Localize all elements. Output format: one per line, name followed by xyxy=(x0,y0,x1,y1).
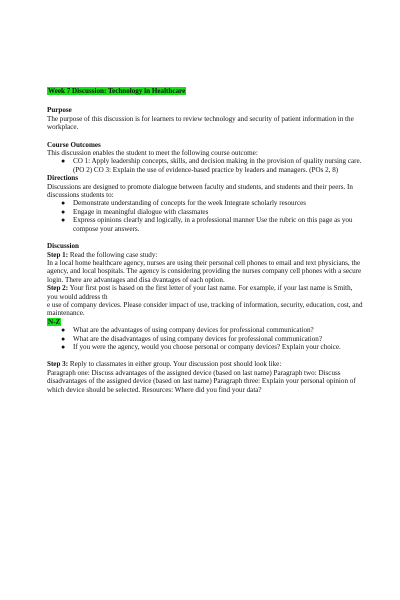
list-item-text: Engage in meaningful dialogue with classmates xyxy=(73,207,209,216)
step3-paragraph xyxy=(47,360,363,368)
step1-text: Read the following case study: xyxy=(68,250,158,259)
bullet-icon: ● xyxy=(61,207,66,216)
spacer xyxy=(47,132,363,141)
outcomes-list xyxy=(47,157,363,174)
bullet-icon: ● xyxy=(61,334,66,343)
bullet-icon: ● xyxy=(61,326,66,335)
step1-label: Step 1: xyxy=(47,250,69,259)
bullet-icon: ● xyxy=(61,342,66,351)
outcomes-heading: Course Outcomes xyxy=(47,140,101,149)
list-item xyxy=(47,157,363,174)
discussion-heading: Discussion xyxy=(47,242,79,251)
step2-continuation: e use of company devices. Please consider impact of use, tracking of information, security, education, cost, and maintenance. xyxy=(47,300,363,318)
list-item xyxy=(47,208,363,216)
spacer xyxy=(47,351,363,360)
step2-paragraph xyxy=(47,284,363,301)
purpose-heading: Purpose xyxy=(47,106,72,115)
bullet-icon: ● xyxy=(61,216,66,225)
step3-text: Reply to classmates in either group. Your discussion post should look like: xyxy=(68,360,282,369)
list-item-text: Express opinions clearly and logically, in a professional manner Use the rubric on this page as you compose your answers. xyxy=(73,216,353,233)
directions-intro: Discussions are designed to promote dialogue between faculty and students, and students and their peers. In discussions students to: xyxy=(47,182,353,200)
list-item-text: If you were the agency, would you choose personal or company devices? Explain your choice. xyxy=(73,342,341,351)
step3-label: Step 3: xyxy=(47,360,69,369)
list-item xyxy=(47,335,363,343)
step3-instructions: Paragraph one: Discuss advantages of the assigned device (based on last name) Paragraph two: Discuss disadvantages of the assigned device (based on last name) Paragraph three: Explain your personal opinion of which device should be selected. Resources: Where did you find your data? xyxy=(47,368,356,394)
document-title: Week 7 Discussion: Technology in Healthcare xyxy=(48,87,186,95)
directions-list xyxy=(47,199,363,233)
outcomes-intro: This discussion enables the student to meet the following course outcome: xyxy=(47,149,258,158)
directions-heading: Directions xyxy=(47,174,78,183)
nz-question-list xyxy=(47,326,363,351)
purpose-text: The purpose of this discussion is for learners to review technology and security of patient information in the workplace. xyxy=(47,114,354,132)
list-item xyxy=(47,326,363,334)
list-item xyxy=(47,216,363,233)
list-item xyxy=(47,343,363,351)
step2-text: Your first post is based on the first letter of your last name. For example, if your last name is Smith, you would address th xyxy=(47,284,353,301)
list-item-text: Demonstrate understanding of concepts for the week Integrate scholarly resources xyxy=(73,199,307,208)
document-content xyxy=(47,87,363,394)
list-item xyxy=(47,199,363,207)
spacer xyxy=(47,233,363,242)
bullet-icon: ● xyxy=(61,199,66,208)
step2-label: Step 2: xyxy=(47,284,69,293)
list-item-text: What are the disadvantages of using company devices for professional communication? xyxy=(73,334,322,343)
bullet-icon: ● xyxy=(61,157,66,166)
list-item-text: What are the advantages of using company devices for professional communication? xyxy=(73,326,314,335)
group-nz-label: N-Z xyxy=(48,317,61,326)
case-study-text: In a local home healthcare agency, nurses are using their personal cell phones to email and text physicians, the agency, and local hospitals. The agency is considering providing the nurses company cell phones with a secure login. There are advantages and disa dvantages of each option. xyxy=(47,258,362,284)
list-item-text: CO 1: Apply leadership concepts, skills, and decision making in the provision of quality nursing care. (PO 2) CO 3: Explain the use of evidence-based practice by leaders and managers. (POs 2, 8) xyxy=(73,157,362,174)
step1-paragraph xyxy=(47,251,363,259)
